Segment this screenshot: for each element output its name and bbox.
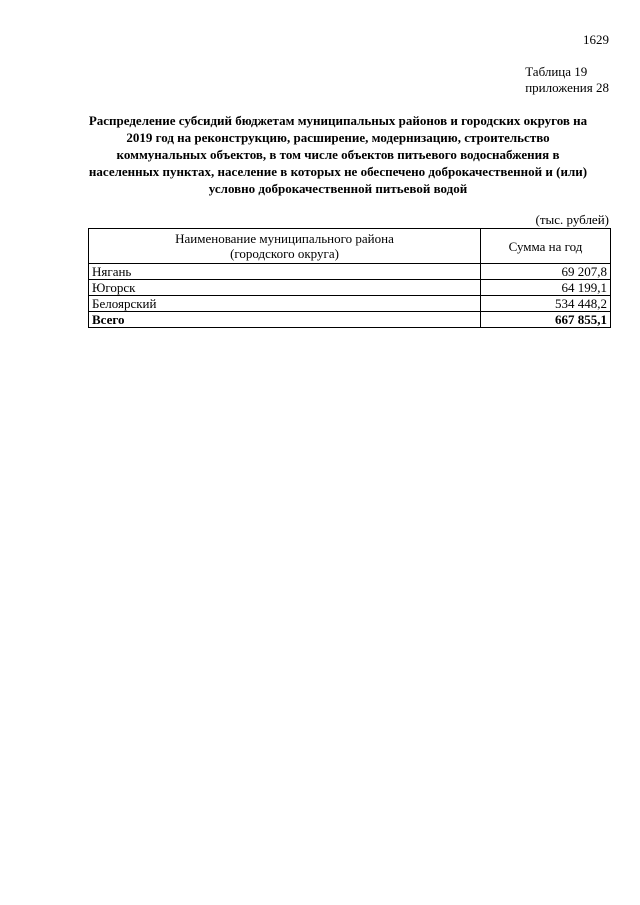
header-municipality bbox=[89, 229, 481, 264]
table-reference bbox=[525, 64, 609, 96]
total-label: Всего bbox=[89, 312, 481, 328]
table-header-row bbox=[89, 229, 611, 264]
header-municipality-line-2: (городского округа) bbox=[230, 246, 339, 261]
total-sum: 667 855,1 bbox=[481, 312, 611, 328]
row-name: Нягань bbox=[89, 264, 481, 280]
page-number: 1629 bbox=[583, 32, 609, 47]
total-row bbox=[89, 312, 611, 328]
table-row bbox=[89, 280, 611, 296]
table-reference-line-1: Таблица 19 bbox=[525, 64, 588, 79]
row-name: Белоярский bbox=[89, 296, 481, 312]
row-name: Югорск bbox=[89, 280, 481, 296]
row-sum: 534 448,2 bbox=[481, 296, 611, 312]
row-sum: 64 199,1 bbox=[481, 280, 611, 296]
table-row bbox=[89, 296, 611, 312]
document-title: Распределение субсидий бюджетам муниципальных районов и городских округов на 2019 год на реконструкцию, расширение, модернизацию, строительство коммунальных объектов, в том числе объектов питьевого водоснабжения в населенных пунктах, население в которых не обеспечено доброкачественной и (или) условно доброкачественной питьевой водой bbox=[88, 113, 588, 196]
units-label: (тыс. рублей) bbox=[535, 212, 609, 227]
table-row bbox=[89, 264, 611, 280]
row-sum: 69 207,8 bbox=[481, 264, 611, 280]
header-sum: Сумма на год bbox=[481, 229, 611, 264]
header-municipality-line-1: Наименование муниципального района bbox=[175, 231, 394, 246]
table-reference-line-2: приложения 28 bbox=[525, 80, 609, 95]
subsidy-table bbox=[88, 228, 611, 328]
